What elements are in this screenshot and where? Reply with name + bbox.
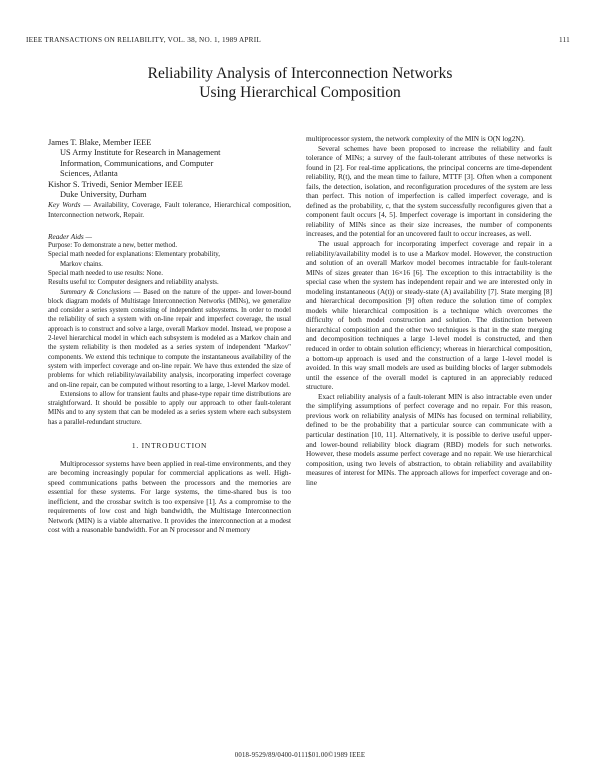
journal-info: IEEE TRANSACTIONS ON RELIABILITY, VOL. 38, NO. 1, 1989 APRIL: [26, 36, 262, 44]
reader-aids: [48, 241, 291, 287]
right-column: [306, 134, 552, 487]
key-words-label: Key Words: [48, 200, 81, 210]
summary-paragraph: [48, 288, 291, 390]
reader-aid-line: Results useful to: Computer designers and reliability analysts.: [48, 279, 219, 287]
author-affiliation-line: US Army Institute for Research in Management: [60, 148, 221, 158]
author-affiliation-line: Information, Communications, and Computer: [60, 158, 214, 168]
running-header: [26, 36, 570, 44]
section-heading-introduction: 1. INTRODUCTION: [131, 441, 208, 451]
page-number: 111: [559, 36, 570, 44]
reader-aids-title: Reader Aids —: [48, 231, 93, 241]
author-block: [48, 138, 291, 200]
author-affiliation-line: Duke University, Durham: [60, 190, 147, 200]
title-line-1: Reliability Analysis of Interconnection Networks: [147, 65, 453, 82]
summary-label: Summary & Conclusions: [60, 288, 131, 296]
reader-aid-line: Purpose: To demonstrate a new, better method.: [48, 242, 178, 250]
reader-aid-line: Special math needed for explanations: Elementary probability,: [48, 251, 220, 259]
introduction-paragraph: Multiprocessor systems have been applied in real-time environments, and they are becoming increasingly popular for commercial applications as well. High-speed communications paths between the processors and the memories are essential for these systems. For large systems, the time-shared bus is too inefficient, and the crossbar switch is too expensive [1]. As a compromise to the requirements of low cost and high bandwidth, the Multistage Interconnection Network (MIN) is a viable alternative. It provides the interconnection at a modest cost with a reasonable bandwidth. For an N processor and N memory: [48, 458, 291, 535]
body-paragraph: multiprocessor system, the network complexity of the MIN is O(N log2N).: [306, 134, 525, 143]
body-paragraph: Several schemes have been proposed to increase the reliability and fault tolerance of MINs; a survey of the fault-tolerant attributes of these networks is found in [2]. For real-time applications, the principal concerns are time-dependent reliability, R(t), and the mean time to failure, MTTF [3]. Often when a component fails, the detection, isolation, and reconfiguration procedures of the system are less than perfect. This notion of imperfection is called imperfect coverage, and is defined as the probability, c, that the system successfully reconfigures given that a component fault occurs [4, 5]. Imperfect coverage is important in considering the reliability of MINs since as their size increases, the number of components increases, and the potential for an uncovered fault to occur increases, as well.: [306, 143, 552, 239]
key-words: [48, 200, 291, 219]
body-paragraph: The usual approach for incorporating imperfect coverage and repair in a reliability/availability model is to use a Markov model. However, the construction and solution of an overall Markov model becomes intractable for fault-tolerant MINs of sizes greater than 16×16 [6]. The exception to this intractability is the special case when the system has independent repair and we are interested only in modeling instantaneous (A(t)) or steady-state (A) availability [7]. State merging [8] and hierarchical decomposition [9] often reduce the solution time of complex models while hierarchical composition is a technique which overcomes the difficulty of both model construction and solution. The distinction between hierarchical composition and the other two techniques is that in the state merging and decomposition techniques a large 1-level model is constructed, and then reduced in order to obtain solution efficiency; whereas in hierarchical composition, a bottom-up approach is used and the construction of a large 1-level model is avoided. In this way small models are used as building blocks of larger submodels until the essence of the overall model is captured in an appreciably reduced structure.: [306, 239, 552, 392]
copyright-footer: 0018-9529/89/0400-0111$01.00©1989 IEEE: [234, 752, 366, 759]
reader-aid-line: Markov chains.: [60, 260, 103, 268]
summary-text: — Based on the nature of the upper- and lower-bound block diagram models of Multistage Interconnection Networks (MINs), we generalize and consider a series system consisting of independent subsystems. In order to model the reliability of such a system with on-line repair and imperfect coverage, the usual approach is to construct and solve a large, overall Markov model. Instead, we propose a 2-level hierarchical model in which each subsystem is modeled as a Markov chain and the system reliability is then modeled as a series system of independent "Markov" components. We extend this technique to compute the instantaneous availability of the system with imperfect coverage and on-line repair. We have thus extended the size of problems for which reliability/availability analysis, incorporating imperfect coverage and on-line repair, can be computed without resorting to a large, 1-level Markov model.: [48, 288, 291, 389]
left-column: [48, 138, 291, 535]
author-name: James T. Blake, Member IEEE: [48, 138, 152, 147]
reader-aid-line: Special math needed to use results: None.: [48, 269, 164, 277]
title-line-2: Using Hierarchical Composition: [199, 84, 401, 101]
key-words-text: — Availability, Coverage, Fault tolerance, Hierarchical composition, Interconnection network, Repair.: [48, 200, 291, 219]
body-paragraph: Exact reliability analysis of a fault-tolerant MIN is also intractable even under the simplifying assumptions of perfect coverage and no repair. For this reason, previous work on reliability analysis of MINs has focused on terminal reliability, defined to be the probability that a particular source can communicate with a particular destination [10, 11]. Alternatively, it is possible to derive useful upper- and lower-bound reliability block diagram (RBD) models for such networks. However, these models assume perfect coverage and no repair. We use hierarchical composition, using two levels of abstraction, to obtain reliability and availability measures of interest for MINs. The approach allows for imperfect coverage and on-line: [306, 391, 552, 487]
author-name: Kishor S. Trivedi, Senior Member IEEE: [48, 179, 183, 189]
summary-extension-paragraph: Extensions to allow for transient faults and phase-type repair time distributions are straightforward. It should be possible to apply our approach to other fault-tolerant MINs and to any system that can be modeled as a series system where each subsystem has a parallel-redundant structure.: [48, 390, 291, 426]
author-affiliation-line: Sciences, Atlanta: [60, 169, 118, 179]
paper-title: [0, 64, 600, 102]
